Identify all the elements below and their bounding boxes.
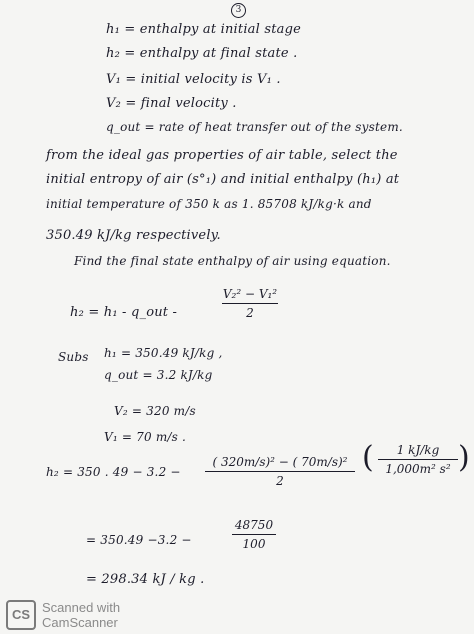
step1-denominator: 2 [276,474,284,488]
step2-numerator: 48750 [234,518,274,532]
definition-h1: h₁ = enthalpy at initial stage [106,22,301,37]
fraction-bar [378,459,458,460]
equation-lhs: h₂ = h₁ - q_out - [70,305,178,320]
subs-label: Subs [58,350,89,364]
step2-fraction [232,518,276,551]
camscanner-watermark [6,600,120,630]
find-line: Find the final state enthalpy of air using equation. [74,254,391,268]
watermark-text [42,600,120,630]
definition-h2: h₂ = enthalpy at final state . [106,46,298,61]
step2-lhs: = 350.49 −3.2 − [86,533,192,547]
conversion-fraction [378,443,458,476]
equation-fraction [222,287,278,320]
definition-v1: V₁ = initial velocity is V₁ . [106,72,281,87]
fraction-bar [222,303,278,304]
result: = 298.34 kJ / kg . [86,572,205,587]
equation-numerator: V₂² − V₁² [222,287,278,301]
fraction-bar [205,471,355,472]
subs-h1: h₁ = 350.49 kJ/kg , [104,346,223,360]
paragraph-line-2: initial entropy of air (s°₁) and initial enthalpy (h₁) at [46,172,400,187]
fraction-bar [232,534,276,535]
subs-v2: V₂ = 320 m/s [114,404,196,418]
watermark-line-2: CamScanner [42,615,118,630]
right-paren: ) [458,440,470,475]
conversion-denominator: 1,000m² s² [385,462,451,476]
paragraph-line-1: from the ideal gas properties of air table, select the [46,148,398,163]
paragraph-line-4: 350.49 kJ/kg respectively. [46,228,221,243]
step1-numerator: ( 320m/s)² − ( 70m/s)² [212,455,348,469]
watermark-line-1: Scanned with [42,600,121,615]
step1-fraction [205,455,355,488]
equation-denominator: 2 [246,306,254,320]
step1-lhs: h₂ = 350 . 49 − 3.2 − [46,465,181,479]
left-paren: ( [362,440,374,475]
subs-qout: q_out = 3.2 kJ/kg [104,368,213,382]
step2-denominator: 100 [242,537,266,551]
subs-v1: V₁ = 70 m/s . [104,430,187,444]
camscanner-logo: CS [6,600,36,630]
paragraph-line-3: initial temperature of 350 k as 1. 85708 kJ/kg·k and [46,197,372,211]
page-number: 3 [231,3,246,18]
definition-v2: V₂ = final velocity . [106,96,237,111]
definition-qout: q_out = rate of heat transfer out of the system. [106,120,403,134]
conversion-numerator: 1 kJ/kg [396,443,440,457]
